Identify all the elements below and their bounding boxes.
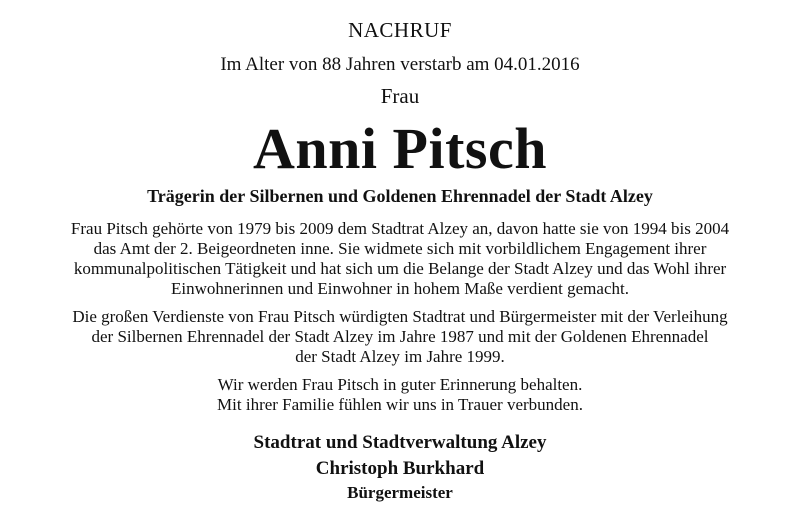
deceased-name: Anni Pitsch [253, 116, 547, 181]
tribute-paragraph-career [40, 219, 760, 299]
text-line: kommunalpolitischen Tätigkeit und hat sich um die Belange der Stadt Alzey und das Wohl ihrer [73, 259, 727, 278]
text-line: Die großen Verdienste von Frau Pitsch würdigten Stadtrat und Bürgermeister mit der Verleihung [72, 307, 728, 326]
closing-paragraph [40, 375, 760, 415]
notice-heading: NACHRUF [348, 18, 452, 42]
tribute-paragraph-honors [40, 307, 760, 367]
salutation: Frau [380, 84, 420, 108]
text-line: der Stadt Alzey im Jahre 1999. [295, 347, 505, 366]
text-line: Einwohnerinnen und Einwohner in hohem Maße verdient gemacht. [171, 279, 629, 298]
text-line: Frau Pitsch gehörte von 1979 bis 2009 dem Stadtrat Alzey an, davon hatte sie von 1994 bis 2004 [70, 219, 730, 238]
text-line: der Silbernen Ehrennadel der Stadt Alzey im Jahre 1987 und mit der Goldenen Ehrennadel [91, 327, 709, 346]
text-line: Mit ihrer Familie fühlen wir uns in Trauer verbunden. [217, 395, 583, 414]
text-line: das Amt der 2. Beigeordneten inne. Sie widmete sich mit vorbildlichem Engagement ihrer [93, 239, 707, 258]
signoff-organization: Stadtrat und Stadtverwaltung Alzey [253, 432, 547, 453]
age-and-date-line: Im Alter von 88 Jahren verstarb am 04.01.2016 [220, 54, 580, 75]
text-line: Wir werden Frau Pitsch in guter Erinnerung behalten. [217, 375, 583, 394]
honor-subtitle: Trägerin der Silbernen und Goldenen Ehrennadel der Stadt Alzey [147, 186, 653, 206]
signoff-role: Bürgermeister [347, 483, 453, 502]
signoff-signatory: Christoph Burkhard [315, 458, 485, 479]
